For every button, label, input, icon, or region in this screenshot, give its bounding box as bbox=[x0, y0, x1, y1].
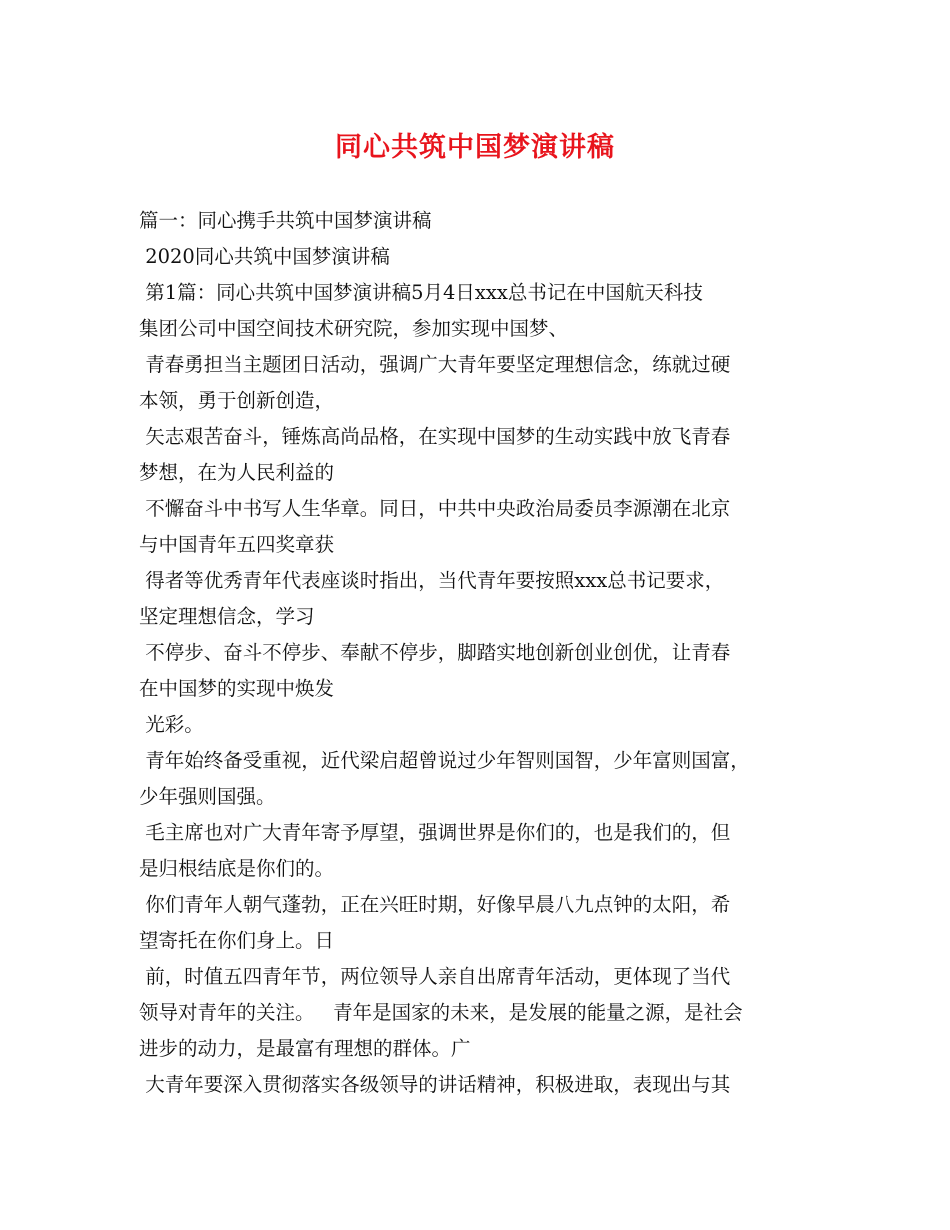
text-line: 得者等优秀青年代表座谈时指出，当代青年要按照xxx总书记要求， bbox=[139, 569, 725, 592]
text-line: 毛主席也对广大青年寄予厚望，强调世界是你们的，也是我们的，但 bbox=[139, 821, 731, 844]
text-line: 光彩。 bbox=[139, 713, 204, 736]
text-line: 进步的动力，是最富有理想的群体。广 bbox=[139, 1037, 471, 1060]
text-line: 少年强则国强。 bbox=[139, 785, 276, 808]
document-title: 同心共筑中国梦演讲稿 bbox=[335, 132, 615, 163]
text-line: 第1篇：同心共筑中国梦演讲稿5月4日xxx总书记在中国航天科技 bbox=[139, 281, 703, 304]
text-line: 青年始终备受重视，近代梁启超曾说过少年智则国智，少年富则国富， bbox=[139, 749, 750, 772]
text-line: 是归根结底是你们的。 bbox=[139, 857, 335, 880]
text-line: 与中国青年五四奖章获 bbox=[139, 533, 335, 556]
document-body bbox=[139, 203, 829, 1103]
text-line: 领导对青年的关注。 青年是国家的未来，是发展的能量之源，是社会 bbox=[139, 1001, 743, 1024]
text-line: 青春勇担当主题团日活动，强调广大青年要坚定理想信念，练就过硬 bbox=[139, 353, 731, 376]
text-line: 不懈奋斗中书写人生华章。同日，中共中央政治局委员李源潮在北京 bbox=[139, 497, 731, 520]
text-line: 2020同心共筑中国梦演讲稿 bbox=[139, 245, 390, 268]
text-line: 前，时值五四青年节，两位领导人亲自出席青年活动，更体现了当代 bbox=[139, 965, 731, 988]
text-line: 集团公司中国空间技术研究院，参加实现中国梦、 bbox=[139, 317, 569, 340]
text-line: 本领，勇于创新创造， bbox=[139, 389, 335, 412]
text-line: 篇一：同心携手共筑中国梦演讲稿 bbox=[139, 209, 432, 232]
text-line: 大青年要深入贯彻落实各级领导的讲话精神，积极进取，表现出与其 bbox=[139, 1073, 731, 1096]
text-line: 不停步、奋斗不停步、奉献不停步，脚踏实地创新创业创优，让青春 bbox=[139, 641, 731, 664]
text-line: 在中国梦的实现中焕发 bbox=[139, 677, 335, 700]
text-line: 望寄托在你们身上。日 bbox=[139, 929, 335, 952]
text-line: 你们青年人朝气蓬勃，正在兴旺时期，好像早晨八九点钟的太阳，希 bbox=[139, 893, 731, 916]
text-line: 矢志艰苦奋斗，锤炼高尚品格，在实现中国梦的生动实践中放飞青春 bbox=[139, 425, 731, 448]
text-line: 坚定理想信念，学习 bbox=[139, 605, 315, 628]
text-line: 梦想，在为人民利益的 bbox=[139, 461, 335, 484]
